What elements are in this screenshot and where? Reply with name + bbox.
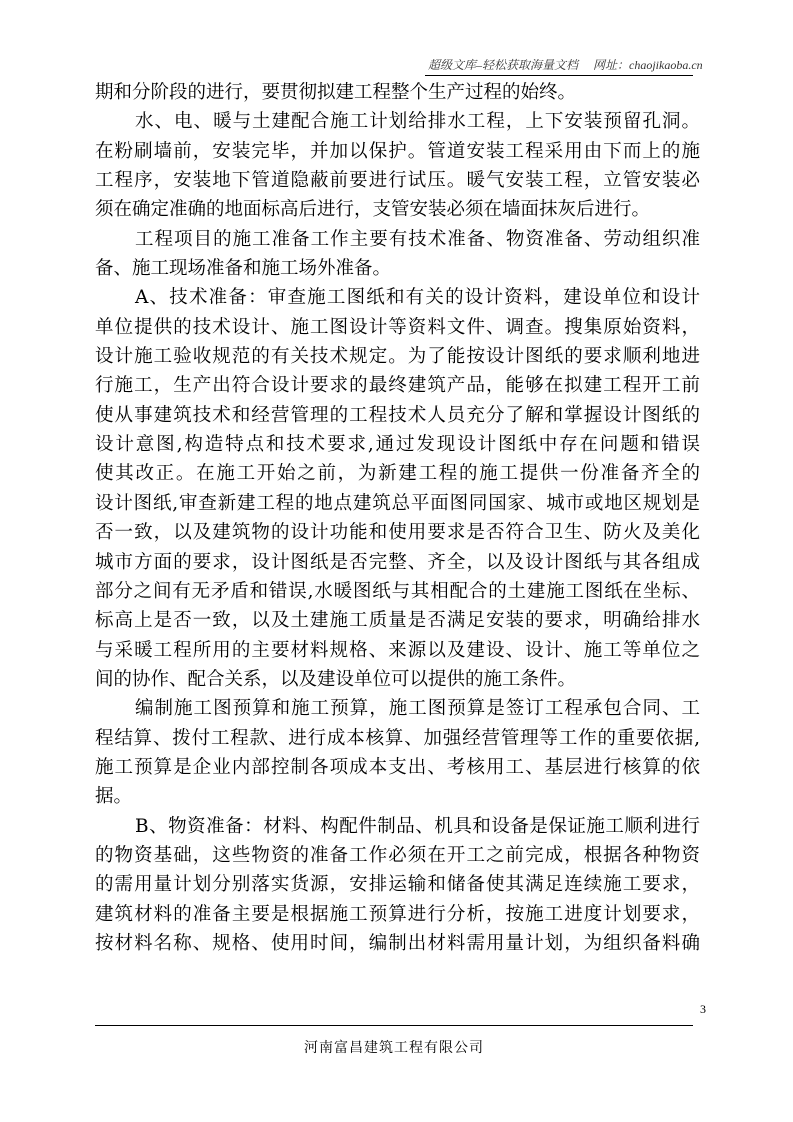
- text-line: 使从事建筑技术和经营管理的工程技术人员充分了解和掌握设计图纸的: [95, 404, 700, 426]
- paragraph: [95, 78, 700, 107]
- text-line: 施工预算是企业内部控制各项成本支出、考核用工、基层进行核算的依: [95, 756, 700, 778]
- paragraph: [95, 694, 700, 811]
- text-line: 单位提供的技术设计、施工图设计等资料文件、调查。搜集原始资料，: [95, 316, 700, 338]
- text-line: 编制施工图预算和施工预算，施工图预算是签订工程承包合同、工: [135, 698, 700, 720]
- paragraph: [95, 812, 700, 959]
- text-line: 备、施工现场准备和施工场外准备。: [95, 258, 392, 280]
- text-line: 按材料名称、规格、使用时间，编制出材料需用量计划，为组织备料确: [95, 932, 700, 954]
- paragraph: [95, 283, 700, 694]
- paragraph: [95, 225, 700, 284]
- document-body: [95, 78, 700, 958]
- text-line: 据。: [95, 786, 133, 808]
- text-line: 与采暖工程所用的主要材料规格、来源以及建设、设计、施工等单位之: [95, 639, 700, 661]
- page-header: 超级文库–轻松获取海量文档 网址：chaojikaoba.cn: [428, 58, 703, 72]
- footer-company: 河南富昌建筑工程有限公司: [304, 1040, 484, 1056]
- footer-divider: [95, 1025, 693, 1026]
- text-line: 部分之间有无矛盾和错误,水暖图纸与其相配合的土建施工图纸在坐标、: [95, 580, 700, 602]
- text-line: 期和分阶段的进行，要贯彻拟建工程整个生产过程的始终。: [95, 82, 577, 103]
- text-line: 设计意图,构造特点和技术要求,通过发现设计图纸中存在问题和错误: [95, 434, 700, 456]
- text-line: 标高上是否一致，以及土建施工质量是否满足安装的要求，明确给排水: [95, 610, 700, 632]
- text-line: A、技术准备：审查施工图纸和有关的设计资料，建设单位和设计: [135, 287, 700, 309]
- text-line: 的需用量计划分别落实货源，安排运输和储备使其满足连续施工要求，: [95, 874, 700, 896]
- text-line: 间的协作、配合关系，以及建设单位可以提供的施工条件。: [95, 668, 577, 690]
- text-line: 水、电、暖与土建配合施工计划给排水工程，上下安装预留孔洞。: [135, 111, 700, 133]
- page-number: 3: [700, 1002, 706, 1016]
- text-line: 设计施工验收规范的有关技术规定。为了能按设计图纸的要求顺利地进: [95, 346, 700, 368]
- text-line: 工程序，安装地下管道隐蔽前要进行试压。暖气安装工程，立管安装必: [95, 170, 700, 192]
- text-line: 须在确定准确的地面标高后进行，支管安装必须在墙面抹灰后进行。: [95, 199, 651, 221]
- text-line: 工程项目的施工准备工作主要有技术准备、物资准备、劳动组织准: [135, 228, 700, 250]
- paragraph: [95, 107, 700, 224]
- text-line: 行施工，生产出符合设计要求的最终建筑产品，能够在拟建工程开工前: [95, 375, 700, 397]
- header-divider: [425, 75, 693, 76]
- text-line: 否一致，以及建筑物的设计功能和使用要求是否符合卫生、防火及美化: [95, 522, 700, 544]
- text-line: 建筑材料的准备主要是根据施工预算进行分析，按施工进度计划要求，: [95, 903, 700, 925]
- text-line: 的物资基础，这些物资的准备工作必须在开工之前完成，根据各种物资: [95, 844, 700, 866]
- text-line: 设计图纸,审查新建工程的地点建筑总平面图同国家、城市或地区规划是: [95, 492, 700, 514]
- text-line: 城市方面的要求，设计图纸是否完整、齐全，以及设计图纸与其各组成: [95, 551, 700, 573]
- text-line: B、物资准备：材料、构配件制品、机具和设备是保证施工顺利进行: [135, 815, 700, 837]
- text-line: 程结算、拨付工程款、进行成本核算、加强经营管理等工作的重要依据,: [95, 727, 700, 749]
- text-line: 使其改正。在施工开始之前，为新建工程的施工提供一份准备齐全的: [95, 463, 700, 485]
- text-line: 在粉刷墙前，安装完毕，并加以保护。管道安装工程采用由下而上的施: [95, 140, 700, 162]
